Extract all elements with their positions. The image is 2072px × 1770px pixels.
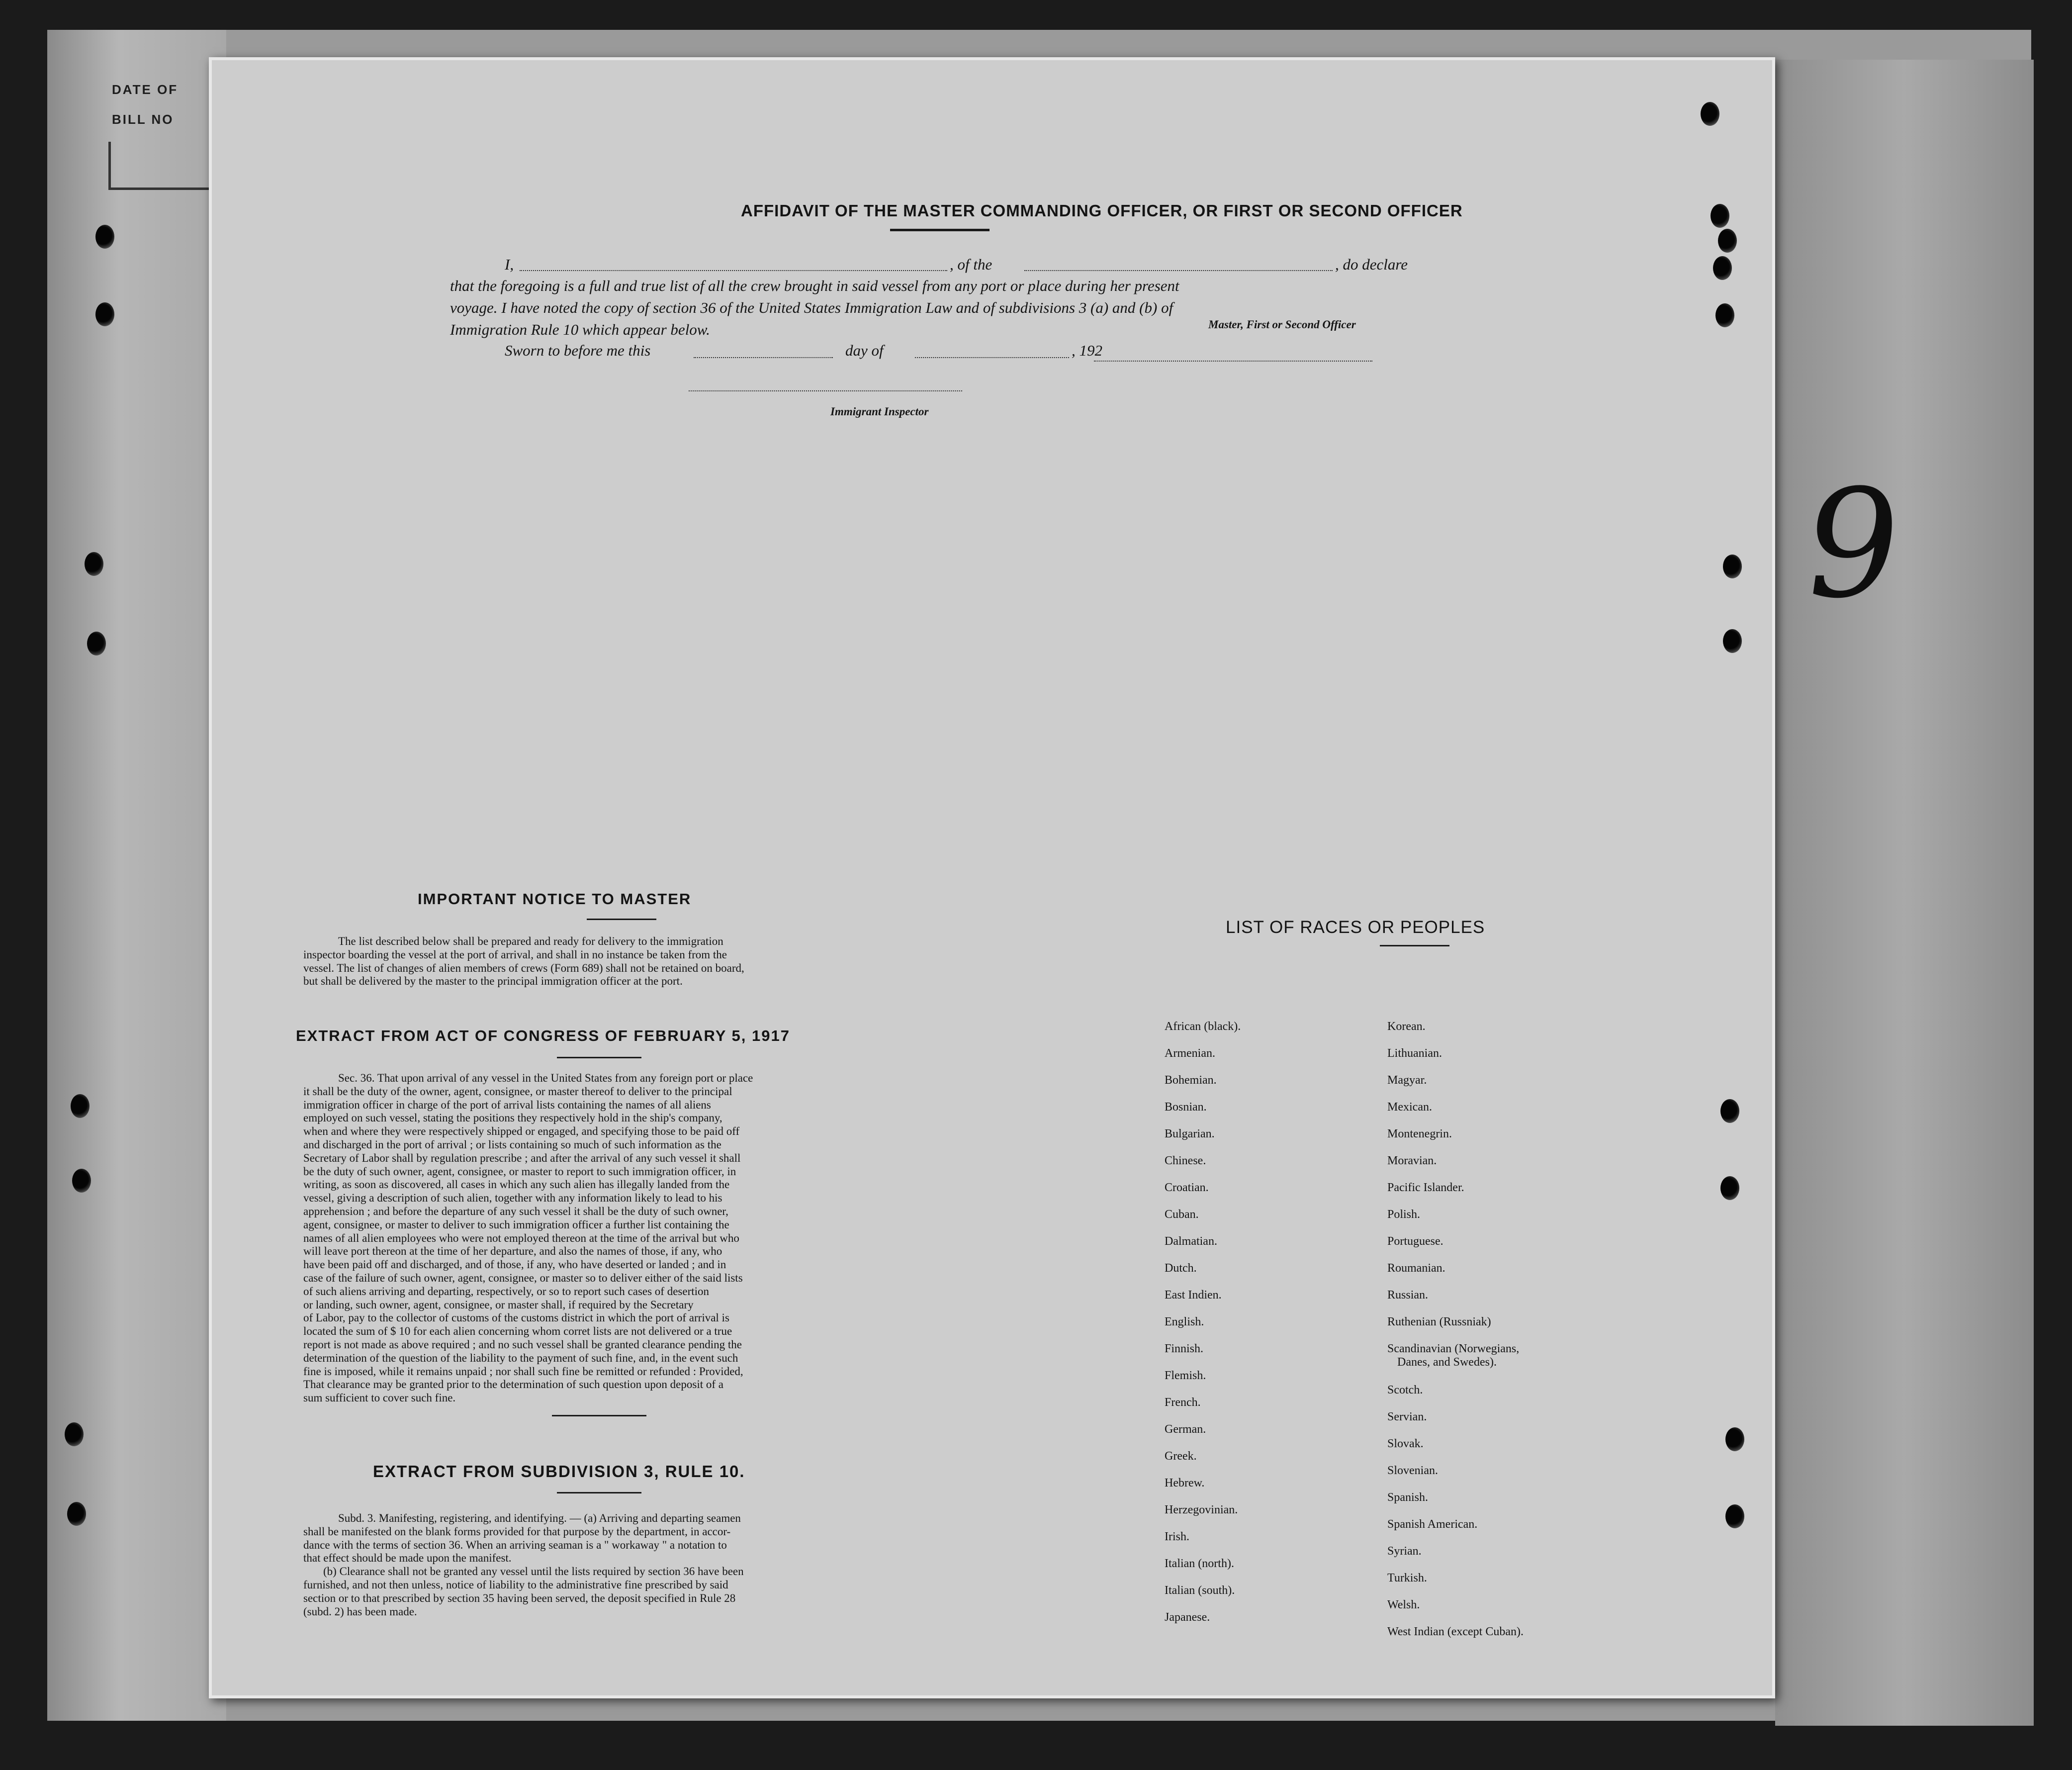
extract-act-text [303,1072,873,1405]
inspector-signature-blank[interactable] [689,390,962,391]
race-item: Armenian. [1165,1047,1215,1060]
extract-rule-rule [557,1492,641,1493]
act-line: employed on such vessel, stating the positions they respectively hold in the ship's company, [303,1112,722,1124]
race-item: Spanish American. [1387,1518,1478,1531]
race-item: Cuban. [1165,1208,1199,1221]
race-item: Magyar. [1387,1074,1427,1087]
punch-hole [67,1502,86,1526]
race-item: Ruthenian (Russniak) [1387,1315,1491,1328]
race-item: Slovenian. [1387,1464,1438,1477]
race-item: Turkish. [1387,1572,1427,1584]
punch-hole [1723,629,1742,653]
act-line: or landing, such owner, agent, consignee, or master shall, if required by the Secretary [303,1298,694,1311]
affidavit-do-declare-label: , do declare [1335,256,1408,273]
punch-hole [1713,256,1732,280]
race-item: Spanish. [1387,1491,1429,1504]
affidavit-of-the-label: , of the [950,256,992,273]
handwritten-sheet-number: 9 [1793,458,1912,631]
punch-hole [1725,1427,1744,1451]
act-line: of such aliens arriving and departing, respectively, or so to report such cases of desertion [303,1285,710,1298]
vessel-blank[interactable] [1024,270,1333,271]
rule-line: Subd. 3. Manifesting, registering, and identifying. — (a) Arriving and departing seamen [338,1512,741,1524]
act-line: be the duty of such owner, agent, consignee, or master to report to such immigration officer, in [303,1165,736,1178]
punch-hole [95,225,114,249]
races-rule [1380,945,1449,946]
corner-label-date: DATE OF [112,82,179,97]
punch-hole [1720,1099,1739,1123]
notice-title: IMPORTANT NOTICE TO MASTER [418,890,692,908]
act-line: will leave port thereon at the time of her departure, and also the names of those, if any, who [303,1245,722,1258]
race-item: French. [1165,1396,1201,1409]
master-caption: Master, First or Second Officer [1208,318,1356,331]
race-item: Flemish. [1165,1369,1206,1382]
bracket-mark [108,142,220,190]
extract-rule-title: EXTRACT FROM SUBDIVISION 3, RULE 10. [373,1462,745,1481]
race-item: African (black). [1165,1020,1241,1033]
affidavit-line-1: that the foregoing is a full and true list of all the crew brought in said vessel from any port or place during her present [450,277,1179,294]
notice-line: inspector boarding the vessel at the port of arrival, and shall in no instance be taken from the [303,948,727,961]
act-line: and discharged in the port of arrival ; or lists containing so much of such information as the [303,1138,721,1151]
punch-hole [95,302,114,326]
race-item: Roumanian. [1387,1262,1445,1275]
race-item: Dutch. [1165,1262,1197,1275]
act-line: report is not made as above required ; and no such vessel shall be granted clearance pending the [303,1338,742,1351]
punch-hole [1701,102,1719,126]
notice-text [303,935,873,988]
corner-label-bill: BILL NO [112,112,174,127]
race-item: Scandinavian (Norwegians, [1387,1342,1520,1355]
affidavit-i-label: I, [505,256,514,273]
punch-hole [1718,229,1737,253]
races-title: LIST OF RACES OR PEOPLES [1226,918,1485,937]
extract-act-end-rule [552,1415,646,1416]
race-item: Danes, and Swedes). [1397,1356,1497,1369]
punch-hole [87,632,106,655]
punch-hole [1720,1176,1739,1200]
race-item: Pacific Islander. [1387,1181,1464,1194]
sworn-label: Sworn to before me this [505,342,651,359]
punch-hole [71,1094,90,1118]
rule-line: section or to that prescribed by section 35 having been served, the deposit specified in Rule 28 [303,1591,736,1604]
race-item: Italian (north). [1165,1557,1234,1570]
punch-hole [1723,555,1742,578]
act-line: of Labor, pay to the collector of customs of the customs district in which the port of arrival is [303,1311,729,1324]
extract-act-title: EXTRACT FROM ACT OF CONGRESS OF FEBRUARY 5, 1917 [296,1027,790,1044]
notice-rule [587,919,656,920]
rule-line: dance with the terms of section 36. When an arriving seaman is a " workaway " a notation to [303,1538,727,1551]
race-item: Greek. [1165,1450,1197,1463]
extract-rule-text [303,1512,873,1618]
act-line: Secretary of Labor shall by regulation prescribe ; and after the arrival of any such vessel it shall [303,1151,741,1164]
sworn-day-blank[interactable] [694,357,833,358]
act-line: determination of the question of the liability to the payment of such fine, and, in the event such [303,1351,738,1364]
race-item: Finnish. [1165,1342,1204,1355]
race-item: Montenegrin. [1387,1127,1452,1140]
act-line: That clearance may be granted prior to the determination of such question upon deposit of a [303,1378,723,1391]
affidavit-line-3: Immigration Rule 10 which appear below. [450,321,710,338]
race-item: Hebrew. [1165,1477,1205,1490]
race-item: Italian (south). [1165,1584,1235,1597]
race-item: Mexican. [1387,1101,1432,1114]
day-of-label: day of [845,342,884,359]
back-sheet-right-edge [1775,60,2034,1726]
affidavit-title: AFFIDAVIT OF THE MASTER COMMANDING OFFICER, OR FIRST OR SECOND OFFICER [741,201,1463,220]
master-signature-blank[interactable] [1094,361,1372,362]
act-line: immigration officer in charge of the port of arrival lists containing the names of all aliens [303,1098,711,1111]
act-line: it shall be the duty of the owner, agent, consignee, or master thereof to deliver to the principal [303,1085,732,1098]
punch-hole [85,552,103,576]
act-line: when and where they were respectively shipped or engaged, and specifying those to be paid off [303,1125,740,1138]
act-line: vessel, giving a description of such alien, together with any information likely to lead to his [303,1192,722,1205]
act-line: apprehension ; and before the departure of any such vessel it shall be the duty of such owner, [303,1205,728,1217]
race-item: Herzegovinian. [1165,1503,1238,1516]
race-item: Irish. [1165,1530,1189,1543]
manifest-page [209,57,1775,1698]
title-rule [890,229,990,231]
notice-line: The list described below shall be prepared and ready for delivery to the immigration [338,935,723,947]
rule-line: (subd. 2) has been made. [303,1605,417,1618]
race-item: East Indien. [1165,1289,1222,1302]
punch-hole [1725,1504,1744,1528]
race-item: Chinese. [1165,1154,1206,1167]
act-line: writing, as soon as discovered, all cases in which any such alien has illegally landed from the [303,1178,730,1191]
race-item: Slovak. [1387,1437,1424,1450]
race-item: English. [1165,1315,1204,1328]
race-item: Croatian. [1165,1181,1209,1194]
extract-act-rule [557,1057,641,1058]
rule-line: (b) Clearance shall not be granted any vessel until the lists required by section 36 have been [323,1565,744,1578]
race-item: Moravian. [1387,1154,1437,1167]
race-item: Servian. [1387,1410,1427,1423]
race-item: Scotch. [1387,1384,1423,1397]
act-line: sum sufficient to cover such fine. [303,1392,456,1404]
race-item: Dalmatian. [1165,1235,1217,1248]
act-line: agent, consignee, or master to deliver to such immigration officer a further list containing the [303,1218,729,1231]
act-line: located the sum of $ 10 for each alien concerning whom corret lists are not delivered or a true [303,1325,732,1338]
notice-line: vessel. The list of changes of alien members of crews (Form 689) shall not be retained on board, [303,961,744,974]
race-item: Russian. [1387,1289,1429,1302]
rule-line: that effect should be made upon the manifest. [303,1552,512,1565]
rule-line: furnished, and not then unless, notice of liability to the administrative fine prescribed by said [303,1578,728,1591]
name-blank[interactable] [520,270,947,271]
act-line: fine is imposed, while it remains unpaid ; nor shall such fine be remitted or refunded : Provided, [303,1365,743,1378]
race-item: Polish. [1387,1208,1421,1221]
punch-hole [72,1169,91,1193]
act-line: case of the failure of such owner, agent, consignee, or master so to deliver either of the said lists [303,1271,743,1284]
act-line: Sec. 36. That upon arrival of any vessel in the United States from any foreign port or place [338,1072,753,1084]
race-item: German. [1165,1423,1206,1436]
race-item: Bohemian. [1165,1074,1217,1087]
back-sheet-left-edge [47,30,226,1721]
race-item: Korean. [1387,1020,1426,1033]
race-item: West Indian (except Cuban). [1387,1625,1524,1638]
act-line: names of all alien employees who were not employed thereon at the time of the arrival but who [303,1231,739,1244]
inspector-caption: Immigrant Inspector [830,405,929,418]
punch-hole [1715,303,1734,327]
notice-line: but shall be delivered by the master to the principal immigration officer at the port. [303,975,683,988]
race-item: Japanese. [1165,1611,1210,1624]
punch-hole [1711,204,1729,228]
race-item: Portuguese. [1387,1235,1443,1248]
act-line: have been paid off and discharged, and of those, if any, who have deserted or landed ; and in [303,1258,726,1271]
rule-line: shall be manifested on the blank forms provided for that purpose by the department, in accor- [303,1525,731,1538]
affidavit-line-2: voyage. I have noted the copy of section 36 of the United States Immigration Law and of subdivisions 3 (a) and (b) of [450,299,1173,316]
punch-hole [65,1422,84,1446]
race-item: Welsh. [1387,1598,1420,1611]
race-item: Lithuanian. [1387,1047,1442,1060]
race-item: Bulgarian. [1165,1127,1215,1140]
year-label: , 192 [1072,342,1102,359]
race-item: Bosnian. [1165,1101,1207,1114]
sworn-month-blank[interactable] [915,357,1069,358]
race-item: Syrian. [1387,1545,1422,1558]
